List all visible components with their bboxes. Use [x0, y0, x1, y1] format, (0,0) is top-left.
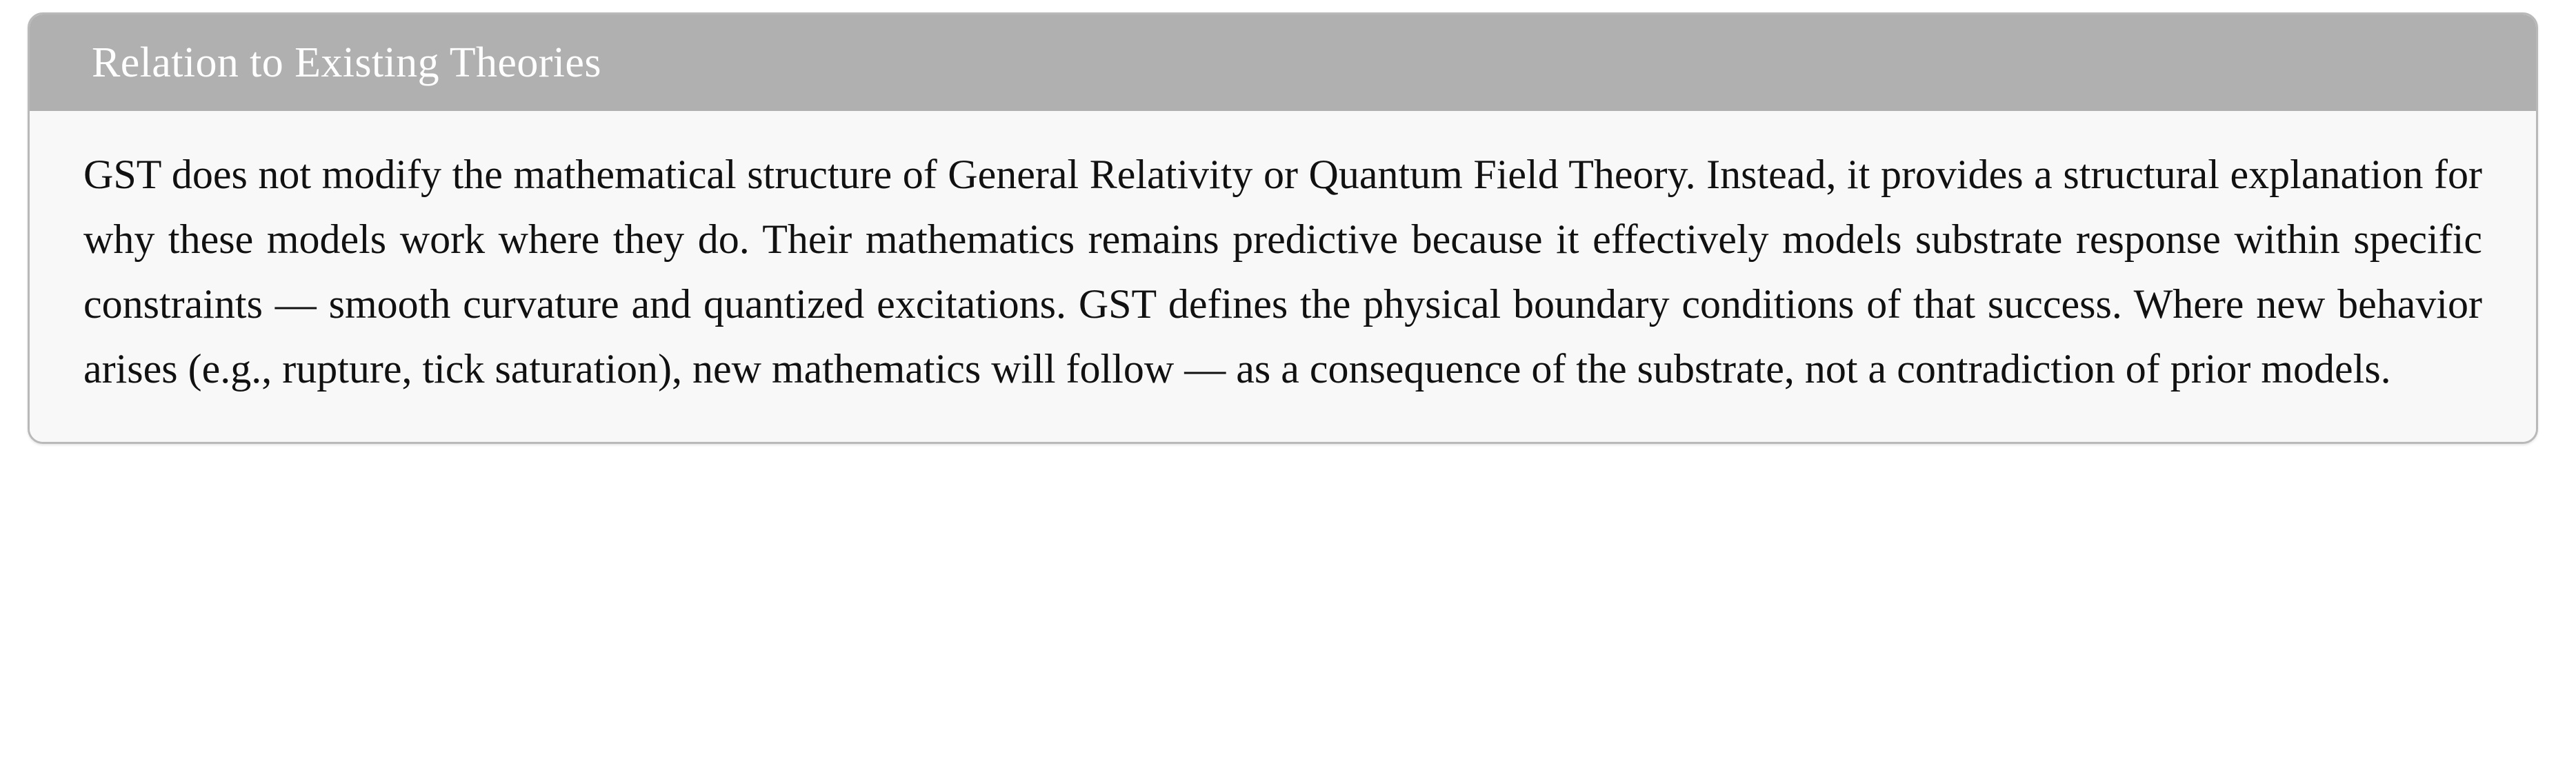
callout-header	[30, 14, 2536, 111]
callout-body	[30, 111, 2536, 442]
callout-paragraph: GST does not modify the mathematical structure of General Relativity or Quantum Field Theory. Instead, it provides a structural explanation for why these models work where they do. Their mathematics remains predictive because it effectively models substrate response within specific constraints — smooth curvature and quantized excitations. GST defines the physical boundary conditions of that success. Where new behavior arises (e.g., rupture, tick saturation), new mathematics will follow — as a consequence of the substrate, not a contradiction of prior models.	[83, 152, 2482, 392]
callout-title: Relation to Existing Theories	[92, 39, 601, 86]
callout-box	[28, 12, 2538, 444]
